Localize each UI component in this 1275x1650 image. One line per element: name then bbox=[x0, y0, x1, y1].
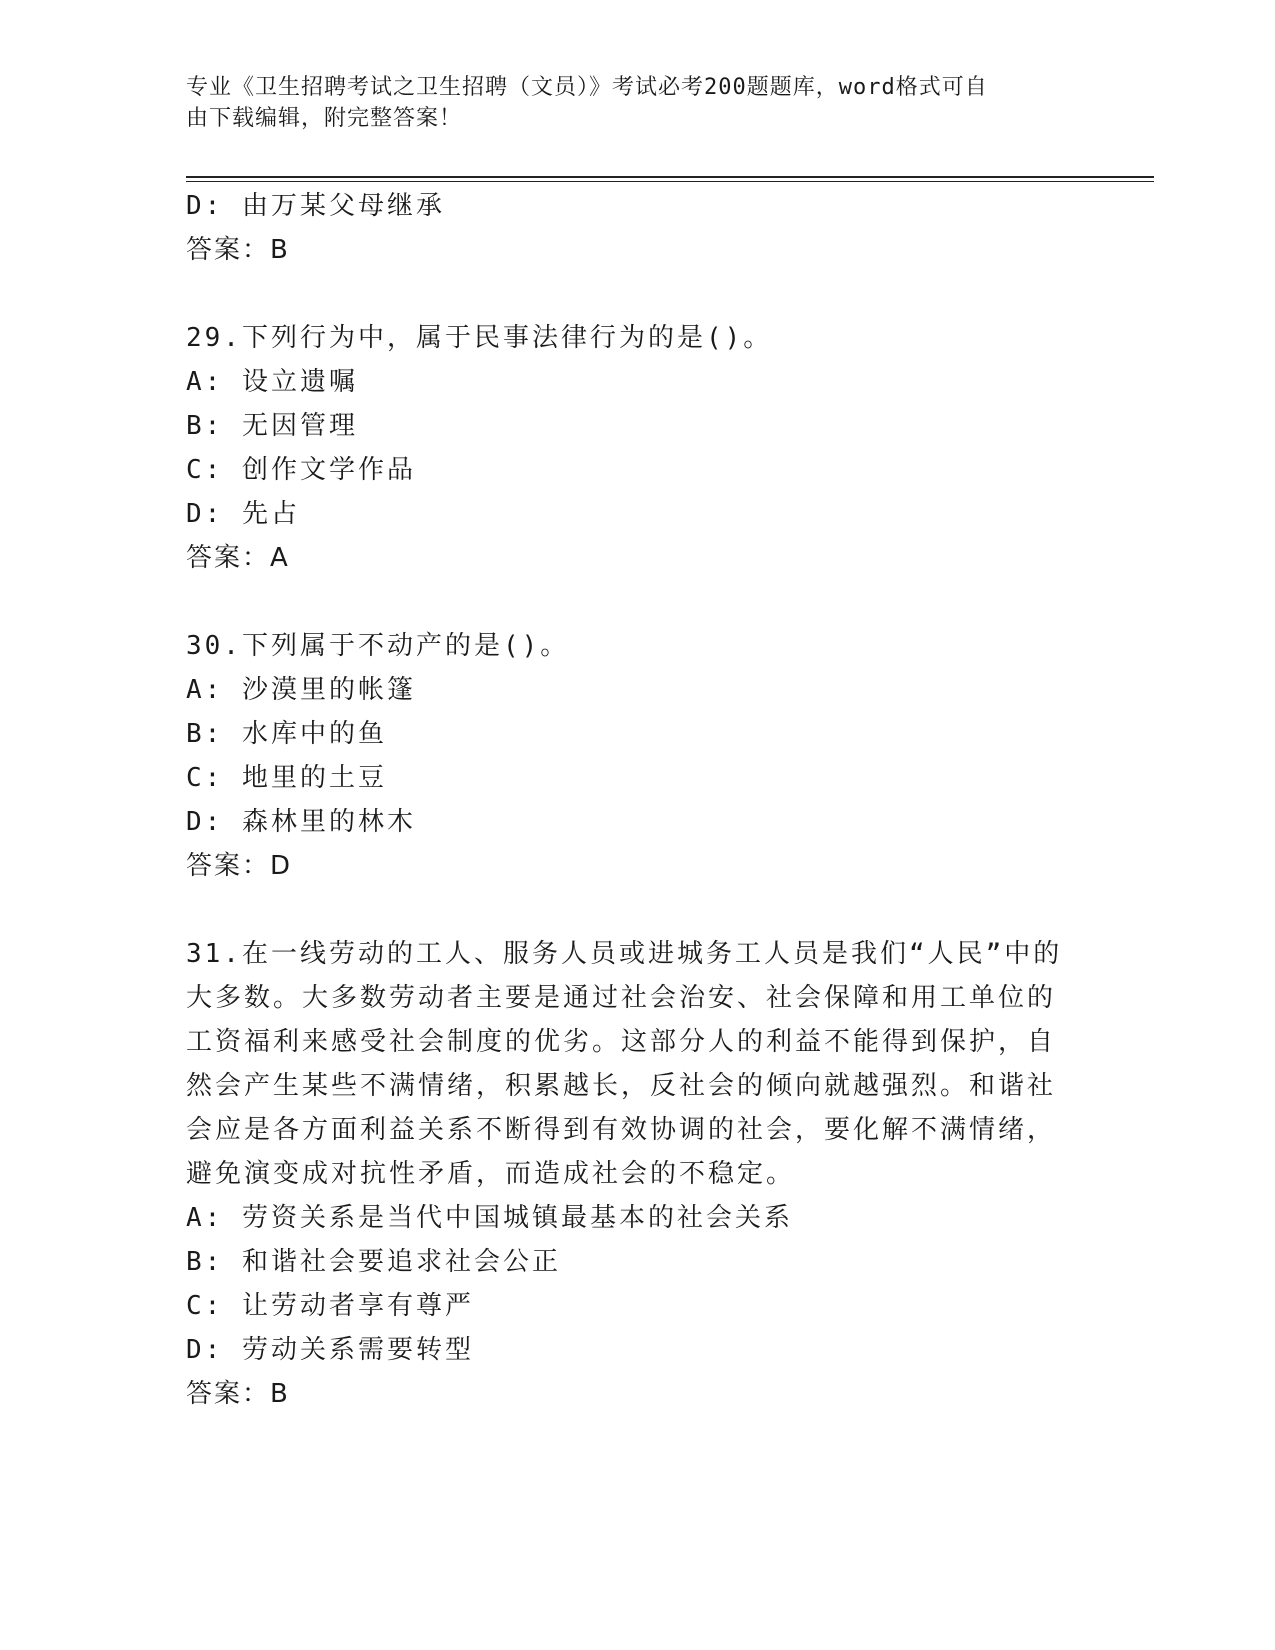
q31-question-line-3: 工资福利来感受社会制度的优劣。这部分人的利益不能得到保护，自 bbox=[186, 1027, 1057, 1057]
header-divider-thick bbox=[186, 176, 1154, 178]
q31-answer: 答案：B bbox=[186, 1379, 290, 1409]
q29-question: 29.下列行为中，属于民事法律行为的是()。 bbox=[186, 323, 773, 353]
q29-option-c: C: 创作文学作品 bbox=[186, 455, 416, 485]
prev-option-d: D: 由万某父母继承 bbox=[186, 191, 445, 221]
q31-question-line-6: 避免演变成对抗性矛盾，而造成社会的不稳定。 bbox=[186, 1159, 796, 1189]
page-header bbox=[186, 72, 1066, 134]
q30-option-c: C: 地里的土豆 bbox=[186, 763, 387, 793]
q31-option-a: A: 劳资关系是当代中国城镇最基本的社会关系 bbox=[186, 1203, 793, 1233]
q31-question-line-4: 然会产生某些不满情绪，积累越长，反社会的倾向就越强烈。和谐社 bbox=[186, 1071, 1057, 1101]
q30-answer: 答案：D bbox=[186, 851, 293, 881]
q31-question-line-2: 大多数。大多数劳动者主要是通过社会治安、社会保障和用工单位的 bbox=[186, 983, 1057, 1013]
prev-answer: 答案：B bbox=[186, 235, 290, 265]
q30-option-b: B: 水库中的鱼 bbox=[186, 719, 387, 749]
q29-answer: 答案：A bbox=[186, 543, 290, 573]
q29-option-d: D: 先占 bbox=[186, 499, 300, 529]
q30-option-a: A: 沙漠里的帐篷 bbox=[186, 675, 416, 705]
q30-question: 30.下列属于不动产的是()。 bbox=[186, 631, 570, 661]
header-line-2: 由下载编辑，附完整答案！ bbox=[186, 106, 463, 131]
header-line-1: 专业《卫生招聘考试之卫生招聘（文员）》考试必考200题题库，word格式可自 bbox=[186, 75, 988, 100]
header-divider-thin bbox=[186, 181, 1154, 182]
q29-option-b: B: 无因管理 bbox=[186, 411, 358, 441]
q29-option-a: A: 设立遗嘱 bbox=[186, 367, 358, 397]
q31-option-c: C: 让劳动者享有尊严 bbox=[186, 1291, 474, 1321]
q31-option-d: D: 劳动关系需要转型 bbox=[186, 1335, 474, 1365]
q31-question-line-5: 会应是各方面利益关系不断得到有效协调的社会，要化解不满情绪， bbox=[186, 1115, 1057, 1145]
q31-option-b: B: 和谐社会要追求社会公正 bbox=[186, 1247, 561, 1277]
q30-option-d: D: 森林里的林木 bbox=[186, 807, 416, 837]
q31-question-line-1: 31.在一线劳动的工人、服务人员或进城务工人员是我们“人民”中的 bbox=[186, 939, 1063, 969]
